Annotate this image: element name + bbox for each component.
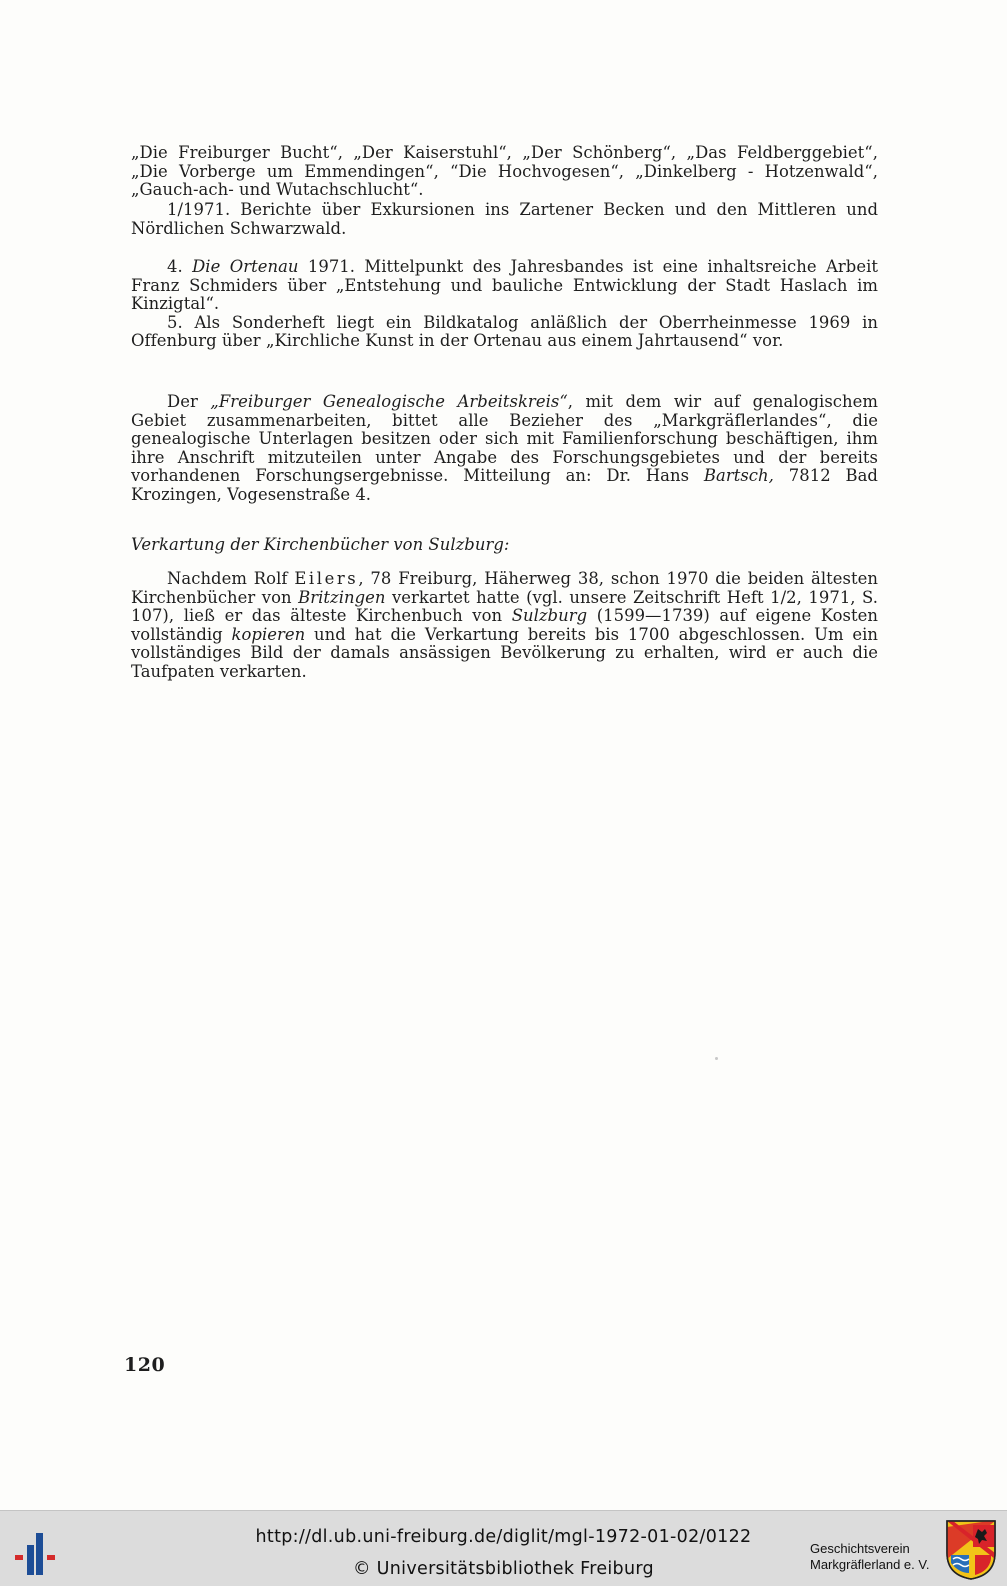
text-run: , 78 Freiburg, Häherweg 38, schon 1970 die beiden ältesten Kirchenbücher von xyxy=(131,569,879,607)
society-name[interactable] xyxy=(810,1541,929,1573)
paragraph-regions-list xyxy=(131,144,878,200)
paragraph-genealogie xyxy=(131,393,878,505)
item-number: 4. xyxy=(167,257,193,276)
text-run: 7812 Bad Krozingen, Vogesenstraße 4. xyxy=(131,466,878,504)
person-name: Eilers xyxy=(294,569,359,588)
paragraph-ortenau-text xyxy=(131,258,878,314)
society-name-line2: Markgräflerland e. V. xyxy=(810,1557,930,1572)
scan-speck xyxy=(715,1057,718,1060)
paragraph-regions: „Die Freiburger Bucht“, „Der Kaiserstuhl“, „Der Schönberg“, „Das Feldberggebiet“, „Die Vorberge um Emmendingen“, “Die Hochvogesen“, „Dinkelberg - Hotzenwald“, „Gauch-ach- und Wutachschlucht“. xyxy=(131,143,878,200)
paragraph-verkartung-text xyxy=(131,570,878,682)
text-run: , mit dem wir auf genalogischem Gebiet zusammenarbeiten, bittet alle Bezieher des „Markgräflerlandes“, die genealogische Unterlagen besitzen oder sich mit Familienforschung beschäftigen, ihm ihre Anschrift mitzuteilen unter Angabe des Forschungsgebietes und der bereits vorhandenen Forschungsergebnisse. Mitteilung an: Dr. Hans xyxy=(131,392,878,486)
text-run: und hat die Verkartung bereits bis 1700 abgeschlossen. Um ein vollständiges Bild der damals ansässigen Bevölkerung zu erhalten, wird er auch die Taufpaten verkarten. xyxy=(131,624,878,681)
text-run: Der xyxy=(167,392,211,411)
text-run: verkartet hatte (vgl. unsere Zeitschrift Heft 1/2, 1971, S. 107), ließ er das älteste Kirchenbuch von xyxy=(131,587,878,626)
paragraph-exkursionen-text: 1/1971. Berichte über Exkursionen ins Zartener Becken und den Mittleren und Nördlichen Schwarzwald. xyxy=(131,200,878,238)
organization-name: „Freiburger Genealogische Arbeitskreis“ xyxy=(210,392,568,411)
copyright-notice: © Universitätsbibliothek Freiburg xyxy=(353,1559,654,1579)
contact-name: Bartsch, xyxy=(703,466,774,486)
emphasis-word: kopieren xyxy=(231,624,306,644)
document-url-link[interactable]: http://dl.ub.uni-freiburg.de/diglit/mgl-1972-01-02/0122 xyxy=(255,1527,752,1547)
text-run: Nachdem Rolf xyxy=(167,569,295,588)
journal-title: Die Ortenau xyxy=(192,257,299,276)
section-heading-block xyxy=(131,536,878,555)
paragraph-ortenau-body: 1971. Mittelpunkt des Jahresbandes ist eine inhaltsreiche Arbeit Franz Schmiders über „Entstehung und bauliche Entwicklung der Stadt Haslach im Kinzigtal“. xyxy=(131,257,879,314)
text-run: (1599—1739) auf eigene Kosten vollständig xyxy=(131,606,878,644)
paragraph-exkursionen xyxy=(131,201,878,238)
paragraph-verkartung xyxy=(131,570,878,682)
society-crest-icon[interactable] xyxy=(945,1519,997,1581)
paragraph-genealogie-text xyxy=(131,393,878,505)
place-name: Sulzburg xyxy=(511,606,588,626)
society-name-line1: Geschichtsverein xyxy=(810,1541,910,1556)
paragraph-sonderheft: 5. Als Sonderheft liegt ein Bildkatalog anläßlich der Oberrheinmesse 1969 in Offenburg über „Kirchliche Kunst in der Ortenau aus einem Jahrtausend“ vor. xyxy=(131,312,878,351)
footer-bar xyxy=(0,1510,1007,1586)
page-number: 120 xyxy=(124,1354,166,1376)
section-heading: Verkartung der Kirchenbücher von Sulzburg: xyxy=(131,535,510,554)
place-name: Britzingen xyxy=(298,587,386,607)
paragraph-ortenau xyxy=(131,258,878,351)
